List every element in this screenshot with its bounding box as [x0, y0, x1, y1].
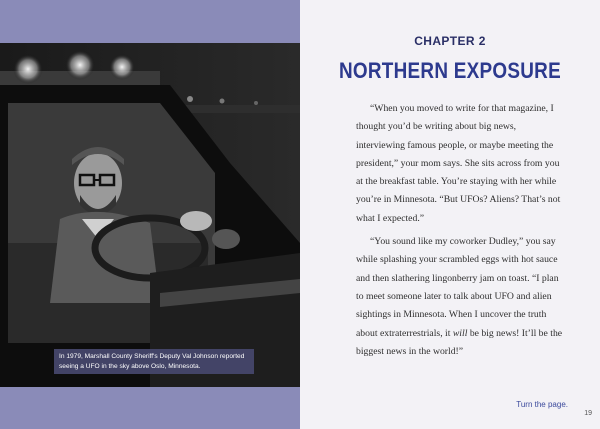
paragraph-2: [356, 233, 564, 361]
paragraph-2-text-end: be big news! It’ll be the biggest news in the world!”: [356, 327, 563, 357]
photo-caption: In 1979, Marshall County Sheriff's Deputy Val Johnson reported seeing a UFO in the sky above Oslo, Minnesota.: [54, 349, 254, 374]
paragraph-1: “When you moved to write for that magazine, I thought you’d be writing about big news, interviewing famous people, or maybe meeting the president,” your mom says. She sits across from you at the breakfast table. You’re staying with her while you’re in Minnesota. “But UFOs? Aliens? That’s not what I expected.”: [356, 103, 561, 224]
page-number: 19: [584, 410, 592, 417]
paragraph-2-emphasis: will: [452, 327, 468, 339]
right-page: [300, 0, 600, 429]
paragraph-2-text-start: “You sound like my coworker Dudley,” you say while splashing your scrambled eggs with hot sauce and then slathering lingonberry jam on toast. “I plan to meet someone later to talk about UFO and alien sightings in Minnesota. When I uncover the truth about extraterrestrials, it: [356, 236, 559, 339]
turn-the-page-link[interactable]: Turn the page.: [516, 400, 568, 409]
chapter-title: NORTHERN EXPOSURE: [338, 58, 561, 83]
patrol-car-photo-illustration: [0, 43, 300, 387]
body-text: [356, 100, 564, 366]
photo-deputy-in-patrol-car: [0, 43, 300, 387]
chapter-label: CHAPTER 2: [414, 34, 486, 48]
